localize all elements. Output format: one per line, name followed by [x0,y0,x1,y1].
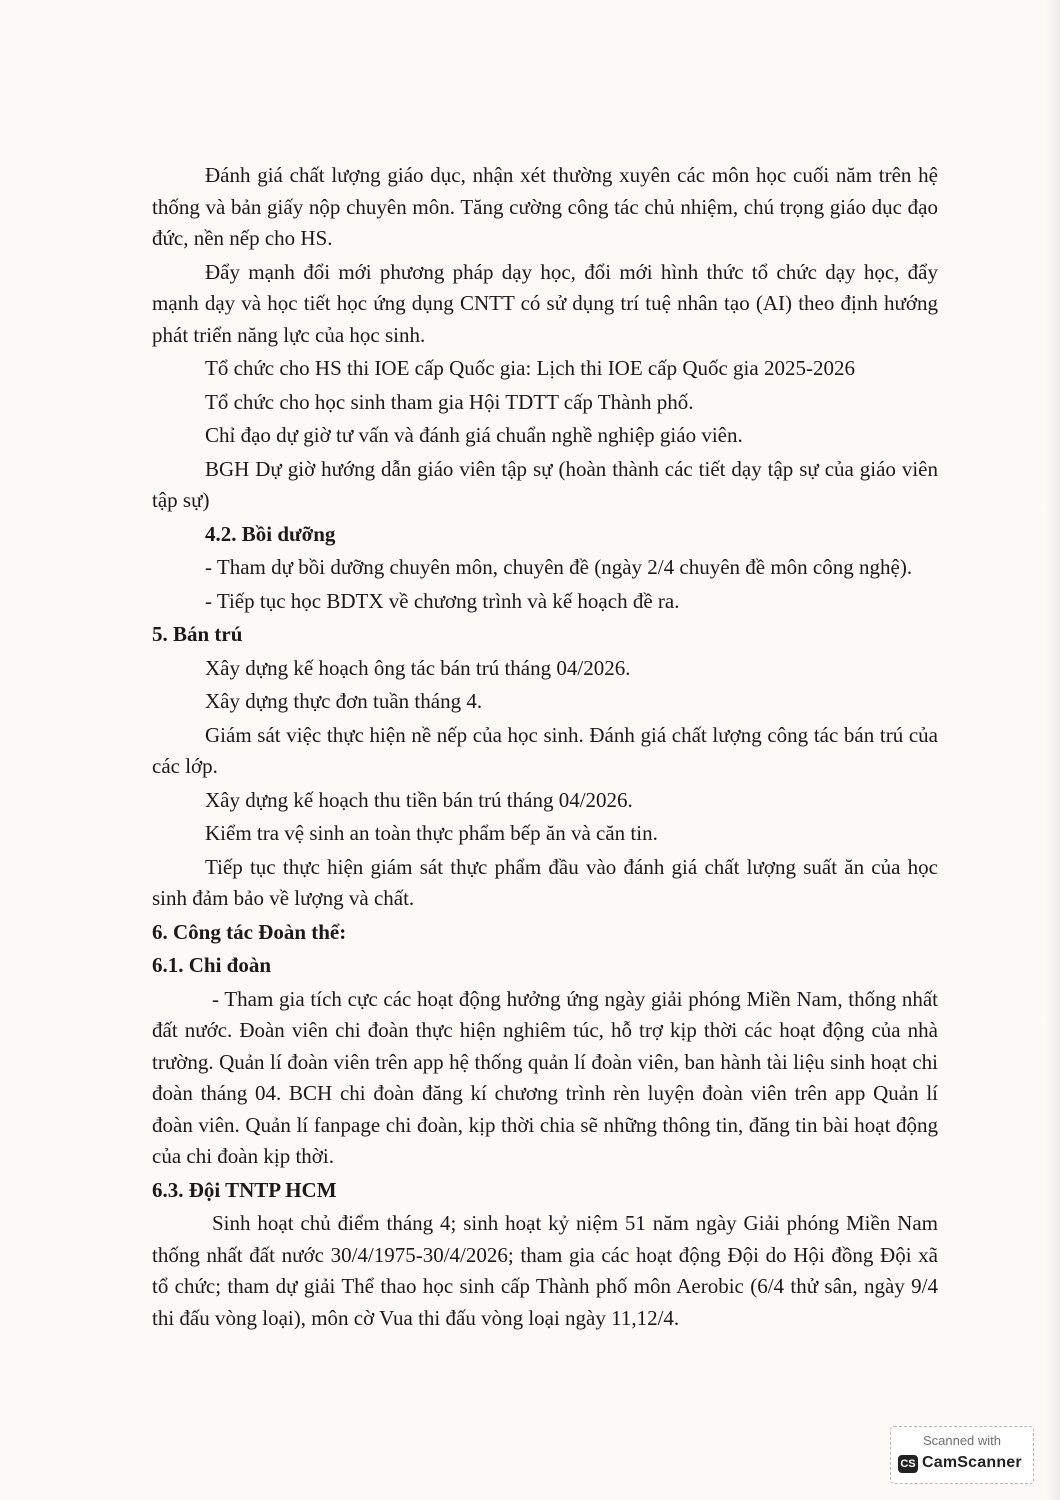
list-item: Xây dựng thực đơn tuần tháng 4. [205,689,483,713]
heading-4-2: 4.2. Bồi dưỡng [205,521,336,546]
watermark-brand: CamScanner [922,1454,1022,1471]
list-item: Xây dựng kế hoạch ông tác bán trú tháng 04/2026. [205,655,631,680]
heading-5: 5. Bán trú [152,622,243,646]
paragraph-pioneer-team: Sinh hoạt chủ điểm tháng 4; sinh hoạt kỷ niệm 51 năm ngày Giải phóng Miền Nam thống nhất đất nước 30/4/1975-30/4/2026; tham gia các hoạt động Đội do Hội đồng Đội xã tổ chức; tham dự giải Thể thao học sinh cấp Thành phố môn Aerobic (6/4 thử sân, ngày 9/4 thi đấu vòng loại), môn cờ Vua thi đấu vòng loại ngày 11,12/4. [152,1211,938,1330]
paragraph-sports-festival: Tổ chức cho học sinh tham gia Hội TDTT cấp Thành phố. [205,389,694,414]
paragraph-youth-union: - Tham gia tích cực các hoạt động hưởng ứng ngày giải phóng Miền Nam, thống nhất đất nước. Đoàn viên chi đoàn thực hiện nghiêm túc, hỗ trợ kịp thời các hoạt động của nhà trường. Quản lí đoàn viên trên app hệ thống quản lí đoàn viên, ban hành tài liệu sinh hoạt chi đoàn tháng 04. BCH chi đoàn đăng kí chương trình rèn luyện đoàn viên trên app Quản lí đoàn viên. Quản lí fanpage chi đoàn, kịp thời chia sẽ những thông tin, đăng tin bài hoạt động của chi đoàn kịp thời. [152,986,938,1168]
list-item: - Tiếp tục học BDTX về chương trình và kế hoạch đề ra. [205,588,680,613]
list-item: Xây dựng kế hoạch thu tiền bán trú tháng 04/2026. [205,787,633,812]
heading-6-3: 6.3. Đội TNTP HCM [152,1177,337,1202]
scan-edge-shadow [1046,0,1060,1500]
heading-6: 6. Công tác Đoàn thể: [152,919,347,944]
list-item: Tiếp tục thực hiện giám sát thực phẩm đầu vào đánh giá chất lượng suất ăn của học sinh đảm bảo về lượng và chất. [152,854,938,910]
paragraph-teaching-innovation: Đẩy mạnh đổi mới phương pháp dạy học, đổi mới hình thức tổ chức dạy học, đẩy mạnh dạy và học tiết học ứng dụng CNTT có sử dụng trí tuệ nhân tạo (AI) theo định hướng phát triển năng lực của học sinh. [152,259,938,347]
paragraph-teacher-standards: Chỉ đạo dự giờ tư vấn và đánh giá chuẩn nghề nghiệp giáo viên. [205,423,743,447]
watermark-caption: Scanned with [922,1433,1002,1448]
camscanner-watermark [890,1426,1034,1484]
heading-6-1: 6.1. Chi đoàn [152,953,272,977]
camscanner-logo-icon: CS [898,1455,918,1473]
list-item: Giám sát việc thực hiện nề nếp của học sinh. Đánh giá chất lượng công tác bán trú của các lớp. [152,722,938,778]
paragraph-probation-teachers: BGH Dự giờ hướng dẫn giáo viên tập sự (hoàn thành các tiết dạy tập sự của giáo viên tập sự) [152,456,938,512]
paragraph-quality-assessment: Đánh giá chất lượng giáo dục, nhận xét thường xuyên các môn học cuối năm trên hệ thống và bản giấy nộp chuyên môn. Tăng cường công tác chủ nhiệm, chú trọng giáo dục đạo đức, nền nếp cho HS. [152,163,938,250]
document-body [152,160,938,1334]
list-item: - Tham dự bồi dưỡng chuyên môn, chuyên đề (ngày 2/4 chuyên đề môn công nghệ). [205,555,913,579]
list-item: Kiểm tra vệ sinh an toàn thực phẩm bếp ăn và căn tin. [205,821,658,845]
paragraph-ioe-exam: Tổ chức cho HS thi IOE cấp Quốc gia: Lịch thi IOE cấp Quốc gia 2025-2026 [205,356,855,380]
